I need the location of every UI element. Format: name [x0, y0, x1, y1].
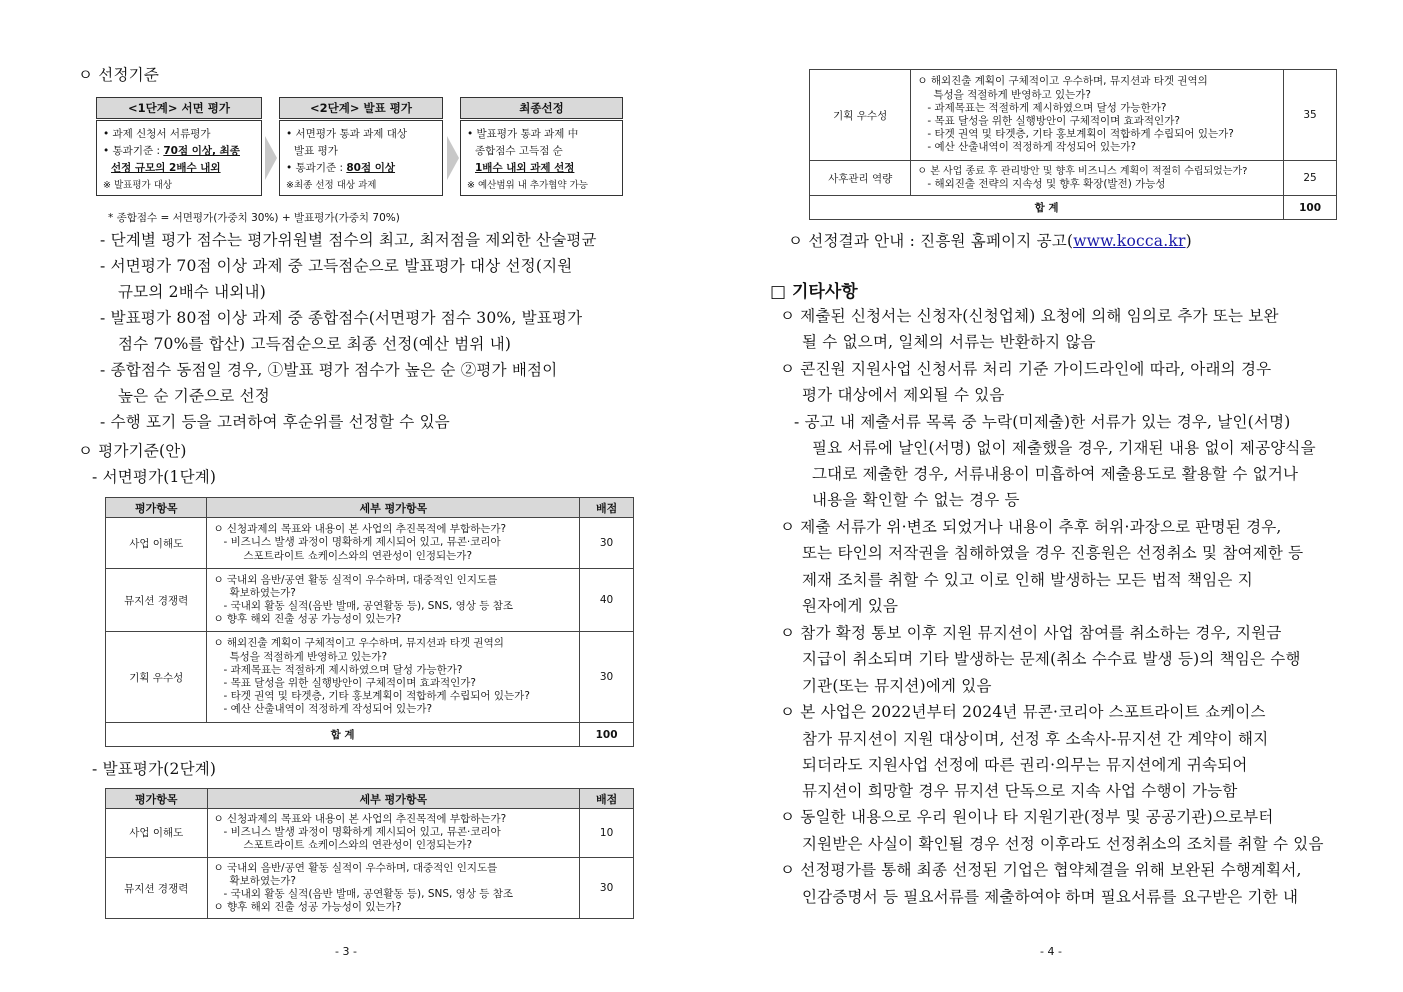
kocca-link[interactable]: www.kocca.kr [1073, 232, 1186, 250]
doc-eval-heading: - 서면평가(1단계) [92, 468, 217, 486]
text-line: - 서면평가 70점 이상 과제 중 고득점순으로 발표평가 대상 선정(지원 [100, 257, 573, 275]
text-line: 지급이 취소되며 기타 발생하는 문제(취소 수수료 발생 등)의 책임은 수행 [802, 650, 1301, 668]
col-header: 평가항목 [106, 498, 207, 518]
text-line: 뮤지션이 희망할 경우 뮤지션 단독으로 지속 사업 수행이 가능함 [802, 782, 1238, 800]
page-4 [702, 0, 1403, 992]
text-line: 인감증명서 등 필요서류를 제출하여야 하며 필요서류를 요구받은 기한 내 [802, 888, 1299, 906]
page-number: - 4 - [1040, 945, 1062, 958]
text-line: 기관(또는 뮤지션)에게 있음 [802, 677, 992, 695]
text-line: 제재 조치를 취할 수 있고 이로 인해 발생하는 모든 법적 책임은 지 [802, 571, 1253, 589]
col-header: 배점 [580, 498, 634, 518]
text-line: ㅇ 제출된 신청서는 신청자(신청업체) 요청에 의해 임의로 추가 또는 보완 [780, 307, 1279, 325]
text-line: 되더라도 지원사업 선정에 따른 권리·의무는 뮤지션에게 귀속되어 [802, 756, 1248, 774]
result-notice: ㅇ 선정결과 안내 : 진흥원 홈페이지 공고(www.kocca.kr) [788, 232, 1192, 250]
final-box: • 발표평가 통과 과제 中 종합점수 고득점 순 1배수 내외 과제 선정 ※ 예산범위 내 추가협약 가능 [460, 120, 623, 196]
text-line: ㅇ 콘진원 지원사업 신청서류 처리 기준 가이드라인에 따라, 아래의 경우 [780, 360, 1272, 378]
col-header: 세부 평가항목 [207, 498, 580, 518]
pres-eval-table-cont [809, 69, 1337, 220]
stage1-box: • 과제 신청서 서류평가 • 통과기준 : 70점 이상, 최종 선정 규모의 2배수 내외 ※ 발표평가 대상 [96, 120, 262, 196]
page-3 [0, 0, 700, 992]
pres-eval-table [105, 788, 634, 919]
table-row: 뮤지션 경쟁력 ㅇ 국내외 음반/공연 활동 실적이 우수하며, 대중적인 인지도를 확보하였는가? - 국내외 활동 실적(음반 발매, 공연활동 등), SNS, 영상 등 참조 ㅇ 향후 해외 진출 성공 가능성이 있는가? 40 [106, 569, 634, 632]
table-row: 뮤지션 경쟁력 ㅇ 국내외 음반/공연 활동 실적이 우수하며, 대중적인 인지도를 확보하였는가? - 국내외 활동 실적(음반 발매, 공연활동 등), SNS, 영상 등 참조 ㅇ 향후 해외 진출 성공 가능성이 있는가? 30 [106, 857, 634, 919]
text-line: 점수 70%를 합산) 고득점순으로 최종 선정(예산 범위 내) [118, 335, 512, 353]
score-note: * 종합점수 = 서면평가(가중치 30%) + 발표평가(가중치 70%) [108, 212, 400, 224]
text-line: 또는 타인의 저작권을 침해하였을 경우 진흥원은 선정취소 및 참여제한 등 [802, 544, 1304, 562]
text-line: 규모의 2배수 내외내) [118, 283, 266, 301]
total-row: 합 계 100 [106, 723, 634, 747]
text-line: - 종합점수 동점일 경우, ①발표 평가 점수가 높은 순 ②평가 배점이 [100, 361, 558, 379]
text-line: - 단계별 평가 점수는 평가위원별 점수의 최고, 최저점을 제외한 산술평균 [100, 231, 597, 249]
text-line: ㅇ 동일한 내용으로 우리 원이나 타 지원기관(정부 및 공공기관)으로부터 [780, 808, 1274, 826]
text-line: 필요 서류에 날인(서명) 없이 제출했을 경우, 기재된 내용 없이 제공양식을 [812, 439, 1316, 457]
table-row: 기획 우수성 ㅇ 해외진출 계획이 구체적이고 우수하며, 뮤지션과 타겟 권역의 특성을 적절하게 반영하고 있는가? - 과제목표는 적절하게 제시하였으며 달성 가능한가? - 목표 달성을 위한 실행방안이 구체적이며 효과적인가? - 타겟 권역 및 타겟층, 기타 홍보계획이 적합하게 수립되어 있는가? - 예산 산출내역이 적정하게 작성되어 있는가? 30 [106, 632, 634, 723]
col-header: 평가항목 [106, 789, 208, 809]
final-header: 최종선정 [460, 97, 623, 119]
text-line: - 공고 내 제출서류 목록 중 누락(미제출)한 서류가 있는 경우, 날인(서명) [794, 413, 1291, 431]
text-line: 내용을 확인할 수 없는 경우 등 [812, 491, 1020, 509]
stage-arrow-1 [265, 136, 277, 180]
misc-heading: □ 기타사항 [770, 282, 858, 302]
text-line: 될 수 없으며, 일체의 서류는 반환하지 않음 [802, 333, 1096, 351]
criteria-heading: ㅇ 선정기준 [78, 66, 159, 84]
stage-arrow-2 [447, 136, 459, 180]
text-line: 지원받은 사실이 확인될 경우 선정 이후라도 선정취소의 조치를 취할 수 있음 [802, 835, 1324, 853]
text-line: ㅇ 선정평가를 통해 최종 선정된 기업은 협약체결을 위해 보완된 수행계획서, [780, 861, 1302, 879]
total-row: 합 계 100 [810, 196, 1337, 220]
doc-eval-table [105, 497, 634, 747]
table-row: 사후관리 역량 ㅇ 본 사업 종료 후 관리방안 및 향후 비즈니스 계획이 적절히 수립되었는가? - 해외진출 전략의 지속성 및 향후 확장(발전) 가능성 25 [810, 161, 1337, 196]
text-line: - 수행 포기 등을 고려하여 후순위를 선정할 수 있음 [100, 413, 450, 431]
text-line: ㅇ 제출 서류가 위·변조 되었거나 내용이 추후 허위·과장으로 판명된 경우, [780, 518, 1282, 536]
text-line: - 발표평가 80점 이상 과제 중 종합점수(서면평가 점수 30%, 발표평가 [100, 309, 583, 327]
table-row: 사업 이해도 ㅇ 신청과제의 목표와 내용이 본 사업의 추진목적에 부합하는가? - 비즈니스 발생 과정이 명확하게 제시되어 있고, 뮤콘·코리아 스포트라이트 쇼케이스와의 연관성이 인정되는가? 10 [106, 809, 634, 858]
eval-heading: ㅇ 평가기준(안) [78, 442, 187, 460]
stage2-box: • 서면평가 통과 과제 대상 발표 평가 • 통과기준 : 80점 이상 ※최종 선정 대상 과제 [279, 120, 443, 196]
col-header: 배점 [580, 789, 634, 809]
text-line: 참가 뮤지션이 지원 대상이며, 선정 후 소속사-뮤지션 간 계약이 해지 [802, 730, 1269, 748]
pres-eval-heading: - 발표평가(2단계) [92, 760, 217, 778]
text-line: ㅇ 참가 확정 통보 이후 지원 뮤지션이 사업 참여를 취소하는 경우, 지원금 [780, 624, 1282, 642]
col-header: 세부 평가항목 [207, 789, 580, 809]
text-line: 평가 대상에서 제외될 수 있음 [802, 386, 1005, 404]
text-line: ㅇ 본 사업은 2022년부터 2024년 뮤콘·코리아 스포트라이트 쇼케이스 [780, 703, 1266, 721]
text-line: 원자에게 있음 [802, 597, 899, 615]
table-row: 사업 이해도 ㅇ 신청과제의 목표와 내용이 본 사업의 추진목적에 부합하는가? - 비즈니스 발생 과정이 명확하게 제시되어 있고, 뮤콘·코리아 스포트라이트 쇼케이스와의 연관성이 인정되는가? 30 [106, 518, 634, 569]
stage1-header: <1단계> 서면 평가 [96, 97, 262, 119]
table-row: 기획 우수성 ㅇ 해외진출 계획이 구체적이고 우수하며, 뮤지션과 타겟 권역의 특성을 적절하게 반영하고 있는가? - 과제목표는 적절하게 제시하였으며 달성 가능한가? - 목표 달성을 위한 실행방안이 구체적이며 효과적인가? - 타겟 권역 및 타겟층, 기타 홍보계획이 적합하게 수립되어 있는가? - 예산 산출내역이 적정하게 작성되어 있는가? 35 [810, 70, 1337, 161]
text-line: 그대로 제출한 경우, 서류내용이 미흡하여 제출용도로 활용할 수 없거나 [812, 465, 1299, 483]
text-line: 높은 순 기준으로 선정 [118, 387, 270, 405]
page-number: - 3 - [335, 945, 357, 958]
stage2-header: <2단계> 발표 평가 [279, 97, 443, 119]
